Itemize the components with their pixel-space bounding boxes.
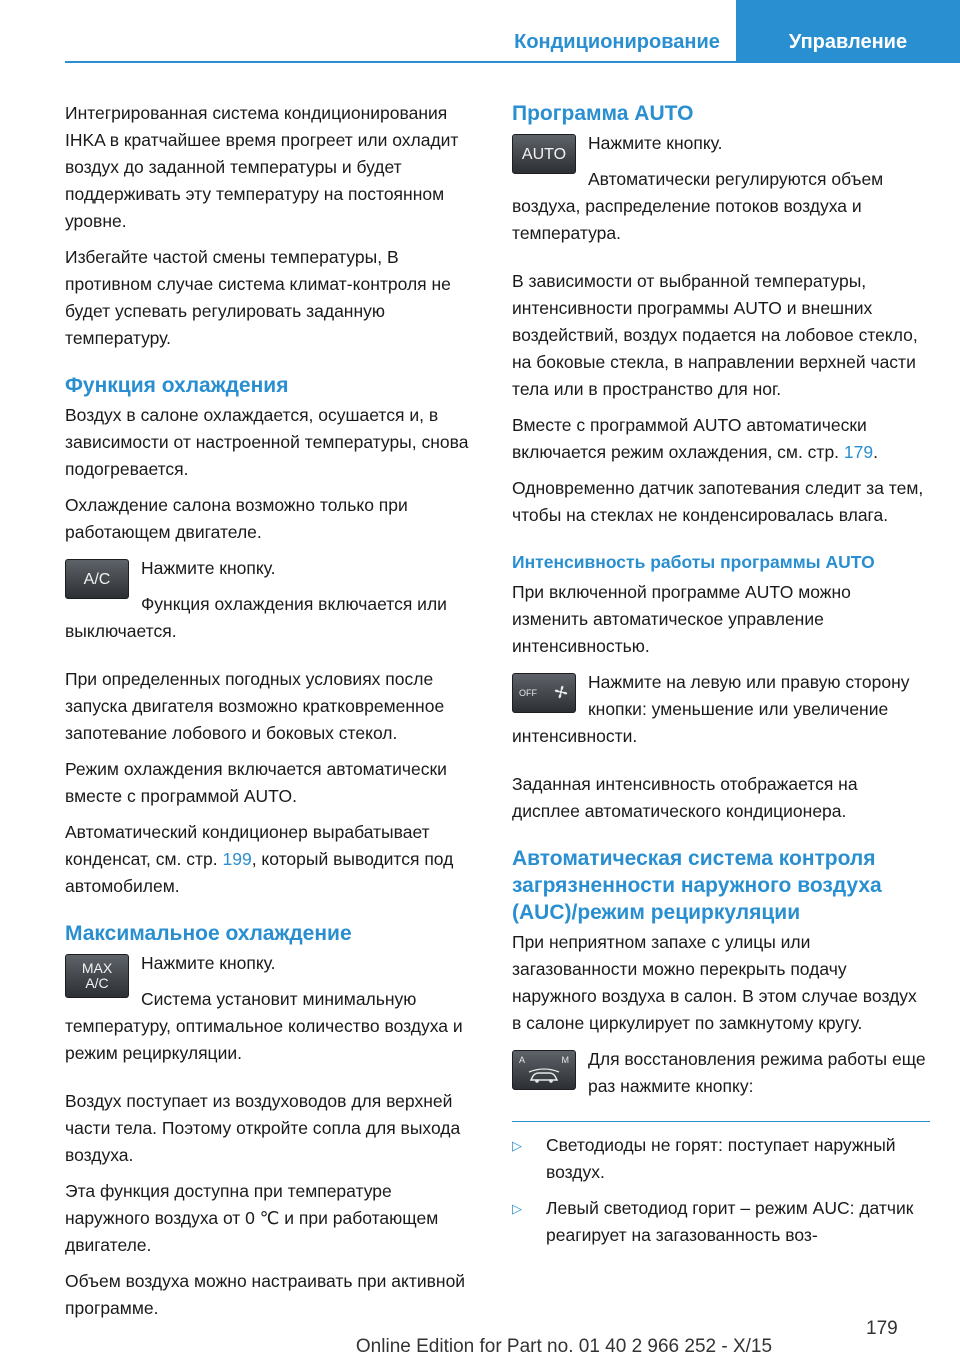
auc-heading: Автоматическая система контроля загрязненности наружного воздуха (AUC)/режим рециркуляции xyxy=(512,847,882,924)
max-ac-line1: MAX xyxy=(81,960,113,976)
auc-m-label: M xyxy=(561,1055,569,1065)
footer-edition xyxy=(0,1336,960,1358)
page-number: 179 xyxy=(866,1318,898,1339)
footer-edition-text: Online Edition for Part no. 01 40 2 966 252 - X/15 xyxy=(355,1336,773,1357)
auto-p2-text-b: . xyxy=(873,442,878,462)
intensity-press-text: Нажмите на левую или правую сторону кнопки: уменьшение или увеличение интенсивности. xyxy=(512,672,910,746)
maxcool-paragraph-1: Воздух поступает из воздуховодов для верхней части тела. Поэтому откройте сопла для выхода воздуха. xyxy=(65,1091,461,1165)
maxcool-paragraph-2: Эта функция доступна при температуре наружного воздуха от 0 ℃ и при работающем двигателе. xyxy=(65,1181,439,1255)
intensity-button-icon xyxy=(512,673,576,713)
auc-bullet-1-text: Светодиоды не горят: поступает наружный воздух. xyxy=(546,1135,896,1182)
auto-button-icon: AUTO xyxy=(512,134,576,174)
auto-heading: Программа AUTO xyxy=(512,102,694,125)
ac-press-text: Нажмите кнопку. xyxy=(141,558,276,578)
left-column xyxy=(65,100,480,1331)
header-rule xyxy=(65,61,960,63)
auc-button-icon xyxy=(512,1050,576,1090)
intro-paragraph-2: Избегайте частой смены температуры, В противном случае система климат-контроля не будет успевать регулировать заданную температуру. xyxy=(65,247,451,348)
maxac-after-text: Система установит минимальную температуру, оптимальное количество воздуха и режим рециркуляции. xyxy=(65,989,463,1063)
intensity-paragraph-2: Заданная интенсивность отображается на дисплее автоматического кондиционера. xyxy=(512,774,858,821)
auc-bullet-1 xyxy=(512,1132,930,1186)
cooling-paragraph-4: Режим охлаждения включается автоматически вместе с программой AUTO. xyxy=(65,759,447,806)
page-ref-link-199[interactable]: 199 xyxy=(222,849,252,869)
cooling-p5-text-a: Автоматический кондиционер вырабатывает конденсат, см. стр. xyxy=(65,822,430,869)
intro-paragraph-1: Интегрированная система кондиционирования IHKA в кратчайшее время прогреет или охладит воздух до заданной температуры и будет поддерживать эту температуру на постоянном уровне. xyxy=(65,103,459,231)
ac-after-text: Функция охлаждения включается или выключается. xyxy=(65,594,447,641)
ac-button-icon: A/C xyxy=(65,559,129,599)
header-section-tab[interactable]: Кондиционирование xyxy=(498,0,736,62)
auto-button-block xyxy=(512,130,930,256)
triangle-bullet-icon: ▷ xyxy=(512,1201,522,1216)
auto-paragraph-3: Одновременно датчик запотевания следит за тем, чтобы на стеклах не конденсировалась влага. xyxy=(512,478,924,525)
maxac-button-block xyxy=(65,950,480,1076)
max-ac-button-icon xyxy=(65,954,129,998)
cooling-p5-text-b: , который выводится под автомобилем. xyxy=(65,849,454,896)
recirculation-car-icon xyxy=(513,1068,575,1087)
auc-bullet-2-text: Левый светодиод горит – режим AUC: датчик реагирует на загазованность воз- xyxy=(546,1198,914,1245)
cooling-heading: Функция охлаждения xyxy=(65,374,289,397)
cooling-paragraph-5 xyxy=(65,819,480,900)
auc-button-block xyxy=(512,1046,930,1109)
fan-icon xyxy=(553,684,569,703)
maxcool-paragraph-3: Объем воздуха можно настраивать при активной программе. xyxy=(65,1271,466,1318)
auc-paragraph-1: При неприятном запахе с улицы или загазованности можно перекрыть подачу наружного воздуха в салон. В этом случае воздух в салоне циркулирует по замкнутому кругу. xyxy=(512,932,917,1033)
auto-paragraph-2 xyxy=(512,412,930,466)
intensity-button-block xyxy=(512,669,930,759)
auc-bullet-2 xyxy=(512,1195,930,1249)
page-ref-link-179[interactable]: 179 xyxy=(843,442,874,462)
auc-separator xyxy=(512,1121,930,1122)
auto-p2-text-a: Вместе с программой AUTO автоматически включается режим охлаждения, см. стр. xyxy=(512,415,867,462)
maxac-press-text: Нажмите кнопку. xyxy=(141,953,276,973)
page-header xyxy=(0,0,960,62)
cooling-paragraph-3: При определенных погодных условиях после запуска двигателя возможно кратковременное запотевание лобового и боковых стекол. xyxy=(65,669,445,743)
auc-press-text: Для восстановления режима работы еще раз нажмите кнопку: xyxy=(588,1049,926,1096)
max-ac-line2: A/C xyxy=(85,975,109,991)
intensity-paragraph-1: При включенной программе AUTO можно изменить автоматическое управление интенсивностью. xyxy=(512,582,851,656)
auto-press-text: Нажмите кнопку. xyxy=(588,133,723,153)
header-chapter-tab[interactable]: Управление xyxy=(736,0,960,62)
ac-button-block xyxy=(65,555,480,654)
cooling-paragraph-1: Воздух в салоне охлаждается, осушается и, в зависимости от настроенной температуры, снова подогревается. xyxy=(65,405,469,479)
auto-after-text: Автоматически регулируются объем воздуха, распределение потоков воздуха и температура. xyxy=(512,169,884,243)
maxcool-heading: Максимальное охлаждение xyxy=(65,922,352,945)
auto-paragraph-1: В зависимости от выбранной температуры, интенсивности программы AUTO и внешних воздействий, воздух подается на лобовое стекло, на боковые стекла, в направлении верхней части тела или в пространство для ног. xyxy=(512,271,918,399)
cooling-paragraph-2: Охлаждение салона возможно только при работающем двигателе. xyxy=(65,495,408,542)
triangle-bullet-icon: ▷ xyxy=(512,1138,522,1153)
intensity-heading: Интенсивность работы программы AUTO xyxy=(512,552,875,572)
intensity-off-label: OFF xyxy=(519,687,537,698)
right-column xyxy=(512,100,930,1258)
auc-a-label: A xyxy=(519,1055,526,1065)
